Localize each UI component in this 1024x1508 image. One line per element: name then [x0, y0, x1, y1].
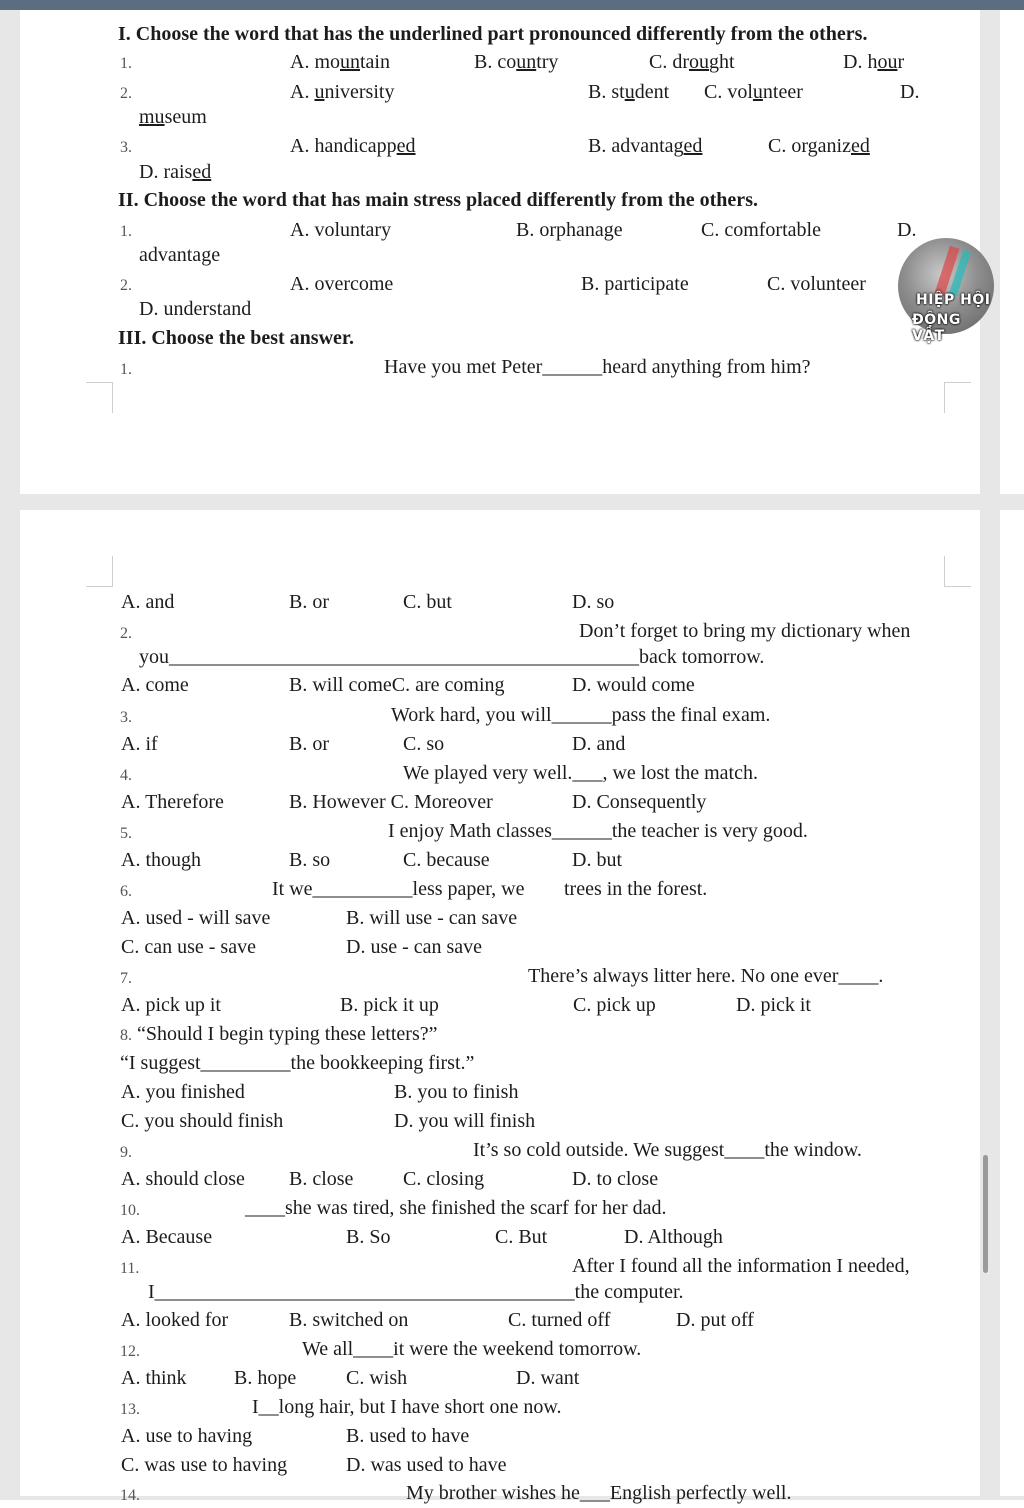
s3-q2-stem-wrap: you_______________________________________________back tomorrow.	[139, 646, 765, 668]
s3-q1-option-a: A. and	[121, 591, 175, 613]
s3-q7-option-d: D. pick it	[736, 994, 811, 1016]
s3-q8-stem: 8. “Should I begin typing these letters?”	[120, 1023, 438, 1045]
s1-q2-option-c: C. volunteer	[704, 81, 803, 103]
s3-q9-option-a: A. should close	[121, 1168, 245, 1190]
section-2-title: II. Choose the word that has main stress placed differently from the others.	[118, 189, 758, 211]
s3-q8-option-b: B. you to finish	[394, 1081, 519, 1103]
s2-q1-option-d-word: advantage	[139, 244, 221, 266]
s3-q11-stem-wrap: I__________________________________________the computer.	[148, 1281, 684, 1303]
s3-q13-option-d: D. was used to have	[346, 1454, 507, 1476]
s1-q2-number: 2.	[120, 85, 132, 102]
s3-q13-option-a: A. use to having	[121, 1425, 253, 1447]
s3-q11-number: 11.	[120, 1260, 140, 1277]
s3-q8-option-d: D. you will finish	[394, 1110, 536, 1132]
viewer-edge	[1000, 10, 1024, 1500]
s3-q1-option-b: B. or	[289, 591, 329, 613]
s3-q14-number: 14.	[120, 1487, 140, 1504]
s3-q10-option-a: A. Because	[121, 1226, 213, 1248]
s2-q2-option-a: A. overcome	[290, 273, 394, 295]
s2-q2-number: 2.	[120, 277, 132, 294]
s2-q2-option-d: D. understand	[139, 298, 252, 320]
s3-q2-option-b-c: B. will comeC. are coming	[289, 674, 505, 696]
page-break-gap	[0, 494, 1024, 510]
vertical-scrollbar[interactable]	[983, 1155, 988, 1273]
s3-q8-option-a: A. you finished	[121, 1081, 245, 1103]
margin-corner-mark	[944, 556, 971, 587]
s3-q1-stem: Have you met Peter______heard anything from him?	[384, 356, 811, 378]
logo-line-2: ĐỘNG VẬT	[912, 312, 961, 344]
s3-q2-option-d: D. would come	[572, 674, 695, 696]
s3-q11-option-d: D. put off	[676, 1309, 754, 1331]
s3-q11-stem: After I found all the information I needed,	[572, 1255, 910, 1277]
section-1-title: I. Choose the word that has the underlined part pronounced differently from the others.	[118, 23, 868, 45]
window-top-bar	[0, 0, 1024, 10]
s3-q6-stem: It we__________less paper, we	[272, 878, 525, 900]
page-left-margin	[0, 10, 20, 1500]
s3-q4-stem: We played very well.___, we lost the match.	[403, 762, 758, 784]
s3-q9-option-b: B. close	[289, 1168, 354, 1190]
s3-q10-option-d: D. Although	[624, 1226, 723, 1248]
watermark-logo	[898, 238, 994, 344]
s2-q1-option-c: C. comfortable	[701, 219, 821, 241]
s2-q1-number: 1.	[120, 223, 132, 240]
s1-q1-option-c: C. drought	[649, 51, 735, 73]
s2-q2-option-b: B. participate	[581, 273, 689, 295]
s3-q9-stem: It’s so cold outside. We suggest____the window.	[473, 1139, 862, 1161]
s1-q1-option-d: D. hour	[843, 51, 905, 73]
s3-q8-option-c: C. you should finish	[121, 1110, 284, 1132]
s1-q2-option-b: B. student	[588, 81, 670, 103]
s3-q12-stem: We all____it were the weekend tomorrow.	[302, 1338, 642, 1360]
s3-q13-option-b: B. used to have	[346, 1425, 470, 1447]
s1-q1-number: 1.	[120, 55, 132, 72]
s3-q5-number: 5.	[120, 825, 132, 842]
s3-q6-option-d: D. use - can save	[346, 936, 483, 958]
s3-q4-number: 4.	[120, 767, 132, 784]
s3-q12-option-b: B. hope	[234, 1367, 297, 1389]
s3-q13-number: 13.	[120, 1401, 140, 1418]
s2-q2-option-c: C. volunteer	[767, 273, 866, 295]
s3-q9-number: 9.	[120, 1144, 132, 1161]
s1-q2-option-d-label: D.	[900, 81, 920, 103]
s1-q3-option-d: D. raised	[139, 161, 212, 183]
s1-q1-option-b: B. country	[474, 51, 559, 73]
s2-q1-option-a: A. voluntary	[290, 219, 392, 241]
s2-q1-option-d-label: D.	[897, 219, 917, 241]
s3-q2-number: 2.	[120, 625, 132, 642]
s3-q2-option-a: A. come	[121, 674, 189, 696]
margin-corner-mark	[86, 382, 113, 413]
s3-q11-option-c: C. turned off	[508, 1309, 611, 1331]
s3-q6-option-a: A. used - will save	[121, 907, 271, 929]
s1-q2-option-a: A. university	[290, 81, 395, 103]
s1-q3-number: 3.	[120, 139, 132, 156]
s3-q7-option-a: A. pick up it	[121, 994, 221, 1016]
s1-q1-option-a: A. mountain	[290, 51, 390, 73]
s3-q5-option-d: D. but	[572, 849, 622, 871]
s3-q1-option-d: D. so	[572, 591, 615, 613]
s3-q3-option-b: B. or	[289, 733, 329, 755]
s3-q3-option-c: C. so	[403, 733, 445, 755]
s3-q12-number: 12.	[120, 1343, 140, 1360]
s3-q3-option-d: D. and	[572, 733, 626, 755]
s3-q3-option-a: A. if	[121, 733, 158, 755]
s3-q10-option-c: C. But	[495, 1226, 548, 1248]
s3-q10-number: 10.	[120, 1202, 140, 1219]
s3-q7-option-c: C. pick up	[573, 994, 656, 1016]
s1-q3-option-c: C. organized	[768, 135, 870, 157]
s3-q1-number: 1.	[120, 361, 132, 378]
s3-q4-option-d: D. Consequently	[572, 791, 707, 813]
s3-q10-stem: ____she was tired, she finished the scarf for her dad.	[245, 1197, 667, 1219]
s3-q10-option-b: B. So	[346, 1226, 391, 1248]
s3-q11-option-a: A. looked for	[121, 1309, 229, 1331]
logo-line-1: HIỆP HỘI	[916, 292, 991, 308]
s3-q3-number: 3.	[120, 709, 132, 726]
s3-q6-option-b: B. will use - can save	[346, 907, 518, 929]
margin-corner-mark	[86, 556, 113, 587]
s3-q5-option-b: B. so	[289, 849, 331, 871]
s3-q14-stem: My brother wishes he___English perfectly well.	[406, 1482, 792, 1504]
s3-q7-option-b: B. pick it up	[340, 994, 439, 1016]
s2-q1-option-b: B. orphanage	[516, 219, 623, 241]
s1-q2-option-d-word: museum	[139, 106, 207, 128]
s1-q3-option-b: B. advantaged	[588, 135, 703, 157]
s3-q6-stem-end: trees in the forest.	[564, 878, 708, 900]
s3-q5-option-c: C. because	[403, 849, 490, 871]
s3-q7-number: 7.	[120, 970, 132, 987]
s3-q8-stem-2: “I suggest_________the bookkeeping first.”	[120, 1052, 475, 1074]
s3-q13-stem: I__long hair, but I have short one now.	[252, 1396, 562, 1418]
s3-q3-stem: Work hard, you will______pass the final exam.	[391, 704, 771, 726]
s3-q7-stem: There’s always litter here. No one ever____.	[528, 965, 884, 987]
margin-corner-mark	[944, 382, 971, 413]
s3-q2-stem: Don’t forget to bring my dictionary when	[579, 620, 911, 642]
s3-q4-option-a: A. Therefore	[121, 791, 224, 813]
page-right-margin	[980, 10, 1000, 1500]
section-3-title: III. Choose the best answer.	[118, 327, 354, 349]
s3-q1-option-c: C. but	[403, 591, 452, 613]
s3-q5-stem: I enjoy Math classes______the teacher is very good.	[388, 820, 808, 842]
s1-q3-option-a: A. handicapped	[290, 135, 416, 157]
s3-q11-option-b: B. switched on	[289, 1309, 409, 1331]
s3-q9-option-c: C. closing	[403, 1168, 485, 1190]
s3-q12-option-d: D. want	[516, 1367, 580, 1389]
s3-q5-option-a: A. though	[121, 849, 201, 871]
s3-q13-option-c: C. was use to having	[121, 1454, 288, 1476]
s3-q9-option-d: D. to close	[572, 1168, 659, 1190]
s3-q6-number: 6.	[120, 883, 132, 900]
s3-q6-option-c: C. can use - save	[121, 936, 256, 958]
s3-q4-option-b-c: B. However C. Moreover	[289, 791, 493, 813]
s3-q12-option-a: A. think	[121, 1367, 187, 1389]
s3-q12-option-c: C. wish	[346, 1367, 408, 1389]
